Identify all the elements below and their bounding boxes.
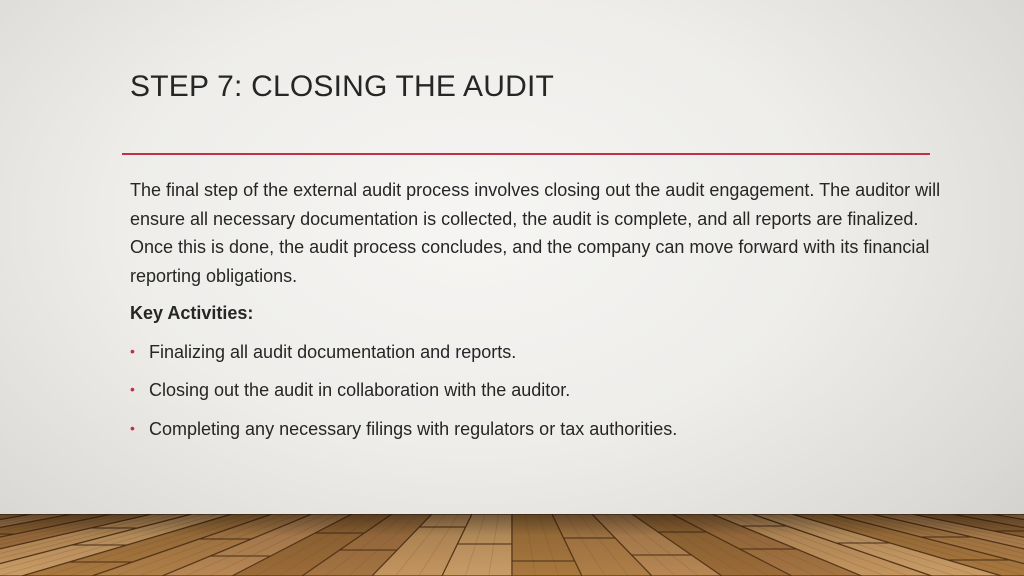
- wood-floor: [0, 514, 1024, 576]
- body-paragraph: The final step of the external audit process involves closing out the audit engagement. The auditor will ensure all necessary documentation is collected, the audit is complete, and all reports are finalized. Once this is done, the audit process concludes, and the company can move forward with its financial reporting obligations.: [130, 180, 941, 286]
- wood-floor-graphic: [0, 514, 1024, 576]
- bullet-icon: •: [130, 381, 135, 397]
- title-divider: [122, 153, 930, 155]
- bullet-icon: •: [130, 419, 135, 436]
- key-activities-heading: Key Activities:: [130, 303, 254, 323]
- list-item: [130, 377, 960, 403]
- list-item: [130, 339, 960, 365]
- key-activities-list: [130, 339, 960, 442]
- list-item-text: Completing any necessary filings with regulators or tax authorities.: [149, 418, 678, 439]
- list-item-text: Finalizing all audit documentation and reports.: [149, 341, 517, 362]
- list-item-text: Closing out the audit in collaboration with the auditor.: [149, 380, 571, 400]
- slide-content: [130, 176, 960, 442]
- bullet-icon: •: [130, 342, 135, 359]
- slide-title: STEP 7: CLOSING THE AUDIT: [130, 70, 555, 103]
- list-item: [130, 416, 960, 442]
